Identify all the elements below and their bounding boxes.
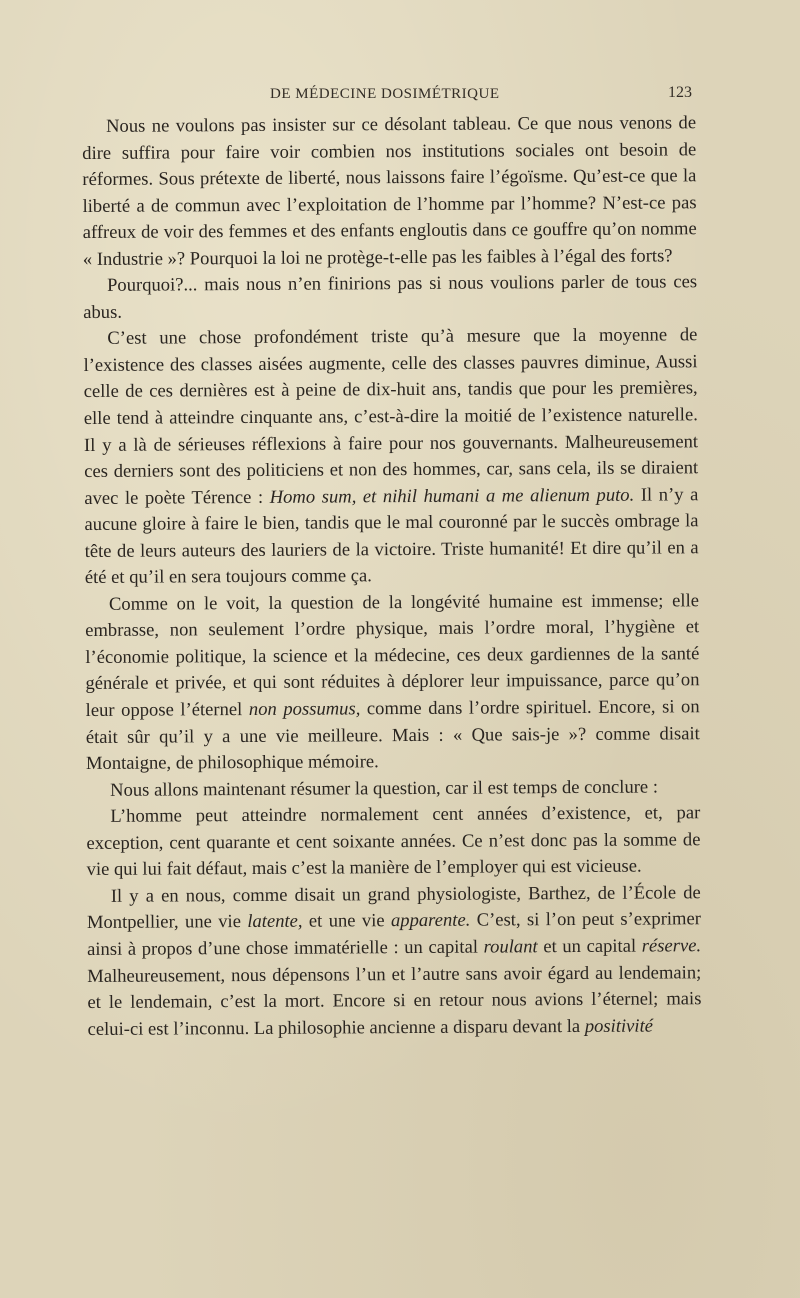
text-run: comme dans l’ordre spirituel. Encore, si on était sûr qu’il y a une vie meilleure. Mais : « Que sais-je »? comme disait Montaigne, de philosophique mémoire.: [85, 696, 700, 775]
paragraph: [82, 110, 697, 273]
paragraph: [83, 270, 697, 327]
emphasized-term: roulant: [483, 936, 538, 958]
page-number: 123: [668, 84, 692, 101]
text-run: Nous allons maintenant résumer la question, car il est temps de conclure :: [110, 776, 659, 801]
latin-phrase: non possumus,: [248, 698, 361, 721]
text-run: C’est une chose profondément triste qu’à mesure que la moyenne de l’existence des classes aisées augmente, celle des classes pauvres diminue, Aussi celle de ces dernières est à peine de dix-huit ans, tandis que pour les premières, elle tend à atteindre cinquante ans, c’est-à-dire la moitié de l’existence naturelle. Il y a là de sérieuses réflexions à faire pour nos gouvernants. Malheureusement ces derniers sont des politiciens et non des hommes, car, sans cela, ils se diraient avec le poète Térence :: [83, 324, 699, 509]
paragraph: [86, 800, 700, 883]
paragraph: [85, 588, 700, 778]
emphasized-term: positivité: [584, 1015, 654, 1037]
text-run: Il y a en nous, comme disait un grand physiologiste, Barthez, de l’École de Montpellier, une vie: [86, 882, 701, 934]
page-header: [0, 86, 800, 110]
text-run: et une vie: [302, 910, 392, 933]
latin-quotation: Homo sum, et nihil humani a me alienum puto.: [269, 484, 635, 508]
emphasized-term: réserve.: [641, 935, 702, 957]
body-text: [82, 110, 702, 1043]
text-run: Comme on le voit, la question de la longévité humaine est immense; elle embrasse, non seulement l’ordre physique, mais l’ordre moral, l’hygiène et l’économie politique, la science et la médecine, ces deux gardiennes de la santé générale et privée, et qui sont réduites à déplorer leur impuissance, parce qu’on leur oppose l’éternel: [85, 590, 700, 722]
paragraph: [87, 880, 702, 1043]
paragraph: [86, 774, 700, 804]
text-run: Il n’y a aucune gloire à faire le bien, tandis que le mal couronné par le succès ombrage la tête de leurs auteurs des lauriers de la victoire. Triste humanité! Et dire qu’il en a été et qu’il en sera toujours comme ça.: [84, 483, 699, 589]
text-run: Nous ne voulons pas insister sur ce désolant tableau. Ce que nous venons de dire suffira pour faire voir combien nos institutions sociales ont besoin de réformes. Sous prétexte de liberté, nous laissons faire l’égoïsme. Qu’est-ce que la liberté a de commun avec l’exploitation de l’homme par l’homme? N’est-ce pas affreux de voir des femmes et des enfants engloutis dans ce gouffre qu’on nomme « Industrie »? Pourquoi la loi ne protège-t-elle pas les faibles à l’égal des forts?: [82, 112, 697, 270]
emphasized-term: apparente.: [390, 910, 471, 932]
text-run: Pourquoi?... mais nous n’en finirions pas si nous voulions parler de tous ces abus.: [83, 271, 698, 323]
paragraph: [83, 323, 699, 592]
text-run: C’est, si l’on peut s’exprimer ainsi à propos d’une chose immatérielle : un capital: [87, 908, 702, 960]
text-run: L’homme peut atteindre normalement cent années d’existence, et, par exception, cent quarante et cent soixante années. Ce n’est donc pas la somme de vie qui lui fait défaut, mais c’est la manière de l’employer qui est vicieuse.: [86, 802, 701, 881]
text-run: Malheureusement, nous dépensons l’un et l’autre sans avoir égard au lendemain; et le lendemain, c’est la mort. Encore si en retour nous avions l’éternel; mais celui-ci est l’inconnu. La philosophie ancienne a disparu devant la: [87, 961, 702, 1040]
running-title: DE MÉDECINE DOSIMÉTRIQUE: [270, 86, 500, 102]
text-run: et un capital: [537, 935, 642, 958]
emphasized-term: latente,: [247, 911, 303, 933]
